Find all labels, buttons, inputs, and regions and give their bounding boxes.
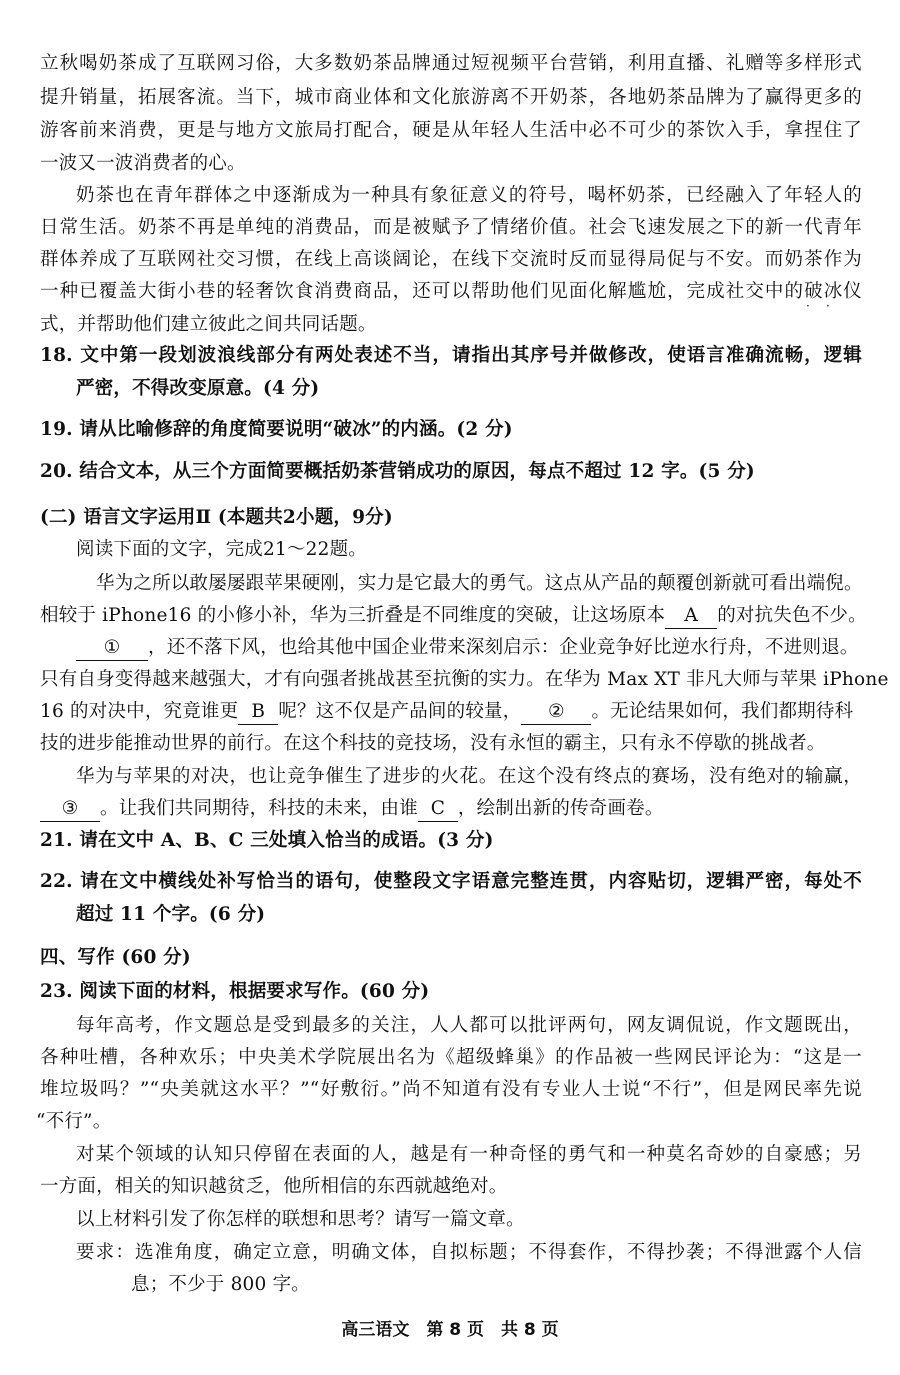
passage-line: 游客前来消费，更是与地方文旅局打配合，硬是从年轻人生活中必不可少的茶饮入手，拿捏住了 [40,120,862,141]
passage-line: 相较于 iPhone16 的小修小补，华为三折叠是不同维度的突破，让这场原本 A 的对抗失色不少。 [40,604,867,629]
passage-line: 16 的对决中，究竟谁更 B 呢？这不仅是产品间的较量， ② 。无论结果如何，我们都期待科 [40,700,853,725]
question-19: 19. 请从比喻修辞的角度简要说明“破冰”的内涵。(2 分) [40,419,513,440]
material-line: 堆垃圾吗？”“央美就这水平？”“好敷衍。”尚不知道有没有专业人士说“不行”，但是网民率先说 [40,1079,862,1100]
passage-line: 一波又一波消费者的心。 [40,153,246,174]
material-line: 对某个领域的认知只停留在表面的人，越是有一种奇怪的勇气和一种莫名奇妙的自豪感；另 [76,1144,862,1165]
emphasis-dot: · [826,299,830,313]
blank-a: A [665,604,717,629]
material-line: 每年高考，作文题总是受到最多的关注，人人都可以批评两句，网友调侃说，作文题既出， [76,1015,862,1036]
question-21: 21. 请在文中 A、B、C 三处填入恰当的成语。(3 分) [40,830,494,851]
writing-title: 四、写作 (60 分) [40,947,191,968]
blank-c: C [418,797,458,822]
passage-line: 提升销量，拓展客流。当下，城市商业体和文化旅游离不开奶茶，各地奶茶品牌为了赢得更多的 [40,87,862,108]
blank-1: ① [76,636,148,661]
question-20: 20. 结合文本，从三个方面简要概括奶茶营销成功的原因，每点不超过 12 字。(5 分) [40,461,755,482]
passage-line: 立秋喝奶茶成了互联网习俗，大多数奶茶品牌通过短视频平台营销，利用直播、礼赠等多样形式 [40,53,862,74]
question-23: 23. 阅读下面的材料，根据要求写作。(60 分) [40,981,430,1002]
passage-line: 群体养成了互联网社交习惯，在线上高谈阔论，在线下交流时反而显得局促与不安。而奶茶作为 [40,249,862,270]
writing-prompt: 以上材料引发了你怎样的联想和思考？请写一篇文章。 [76,1209,525,1230]
blank-b: B [238,700,278,725]
passage-line: 华为之所以敢屡屡跟苹果硬刚，实力是它最大的勇气。这点从产品的颠覆创新就可看出端倪。 [96,573,863,594]
page-footer: 高三语文 第 8 页 共 8 页 [341,1320,559,1340]
writing-requirements-cont: 息；不少于 800 字。 [131,1274,310,1295]
passage-line: 日常生活。奶茶不再是单纯的消费品，而是被赋予了情绪价值。社会飞速发展之下的新一代青年 [40,217,862,238]
passage-line: 只有自身变得越来越强大，才有向强者挑战甚至抗衡的实力。在华为 Max XT 非凡大师与苹果 iPhone [40,669,889,690]
material-line: 各种吐槽，各种欢乐；中央美术学院展出名为《超级蜂巢》的作品被一些网民评论为：“这是一 [40,1047,862,1068]
passage-line: 华为与苹果的对决，也让竞争催生了进步的火花。在这个没有终点的赛场，没有绝对的输赢， [76,766,862,787]
section-instruction: 阅读下面的文字，完成21～22题。 [76,539,367,560]
blank-2: ② [521,700,591,725]
passage-line: 一种已覆盖大街小巷的轻奢饮食消费商品，还可以帮助他们见面化解尴尬，完成社交中的破冰仪 [40,281,862,302]
passage-line: ③ 。让我们共同期待，科技的未来，由谁 C ，绘制出新的传奇画卷。 [40,797,664,822]
passage-line: 技的进步能推动世界的前行。在这个科技的竞技场，没有永恒的霸主，只有永不停歇的挑战者。 [40,733,826,754]
question-18-cont: 严密，不得改变原意。(4 分) [76,378,320,399]
material-line: 一方面，相关的知识越贫乏，他所相信的东西就越绝对。 [40,1176,508,1197]
passage-line: ① ，还不落下风，也给其他中国企业带来深刻启示：企业竞争好比逆水行舟，不进则退。 [76,636,859,661]
material-line: “不行”。 [36,1111,112,1132]
passage-line: 奶茶也在青年群体之中逐渐成为一种具有象征意义的符号，喝杯奶茶，已经融入了年轻人的 [76,185,862,206]
section-title: (二) 语言文字运用Ⅱ (本题共2小题，9分) [40,507,393,528]
blank-3: ③ [40,797,100,822]
emphasis-dot: · [806,299,810,313]
question-22-cont: 超过 11 个字。(6 分) [76,904,266,925]
passage-line: 式，并帮助他们建立彼此之间共同话题。 [40,314,377,335]
writing-requirements: 要求：选准角度，确定立意，明确文体，自拟标题；不得套作，不得抄袭；不得泄露个人信 [76,1242,862,1263]
question-18: 18. 文中第一段划波浪线部分有两处表述不当，请指出其序号并做修改，使语言准确流畅，逻辑 [40,345,862,366]
question-22: 22. 请在文中横线处补写恰当的语句，使整段文字语意完整连贯，内容贴切，逻辑严密，每处不 [40,871,862,892]
